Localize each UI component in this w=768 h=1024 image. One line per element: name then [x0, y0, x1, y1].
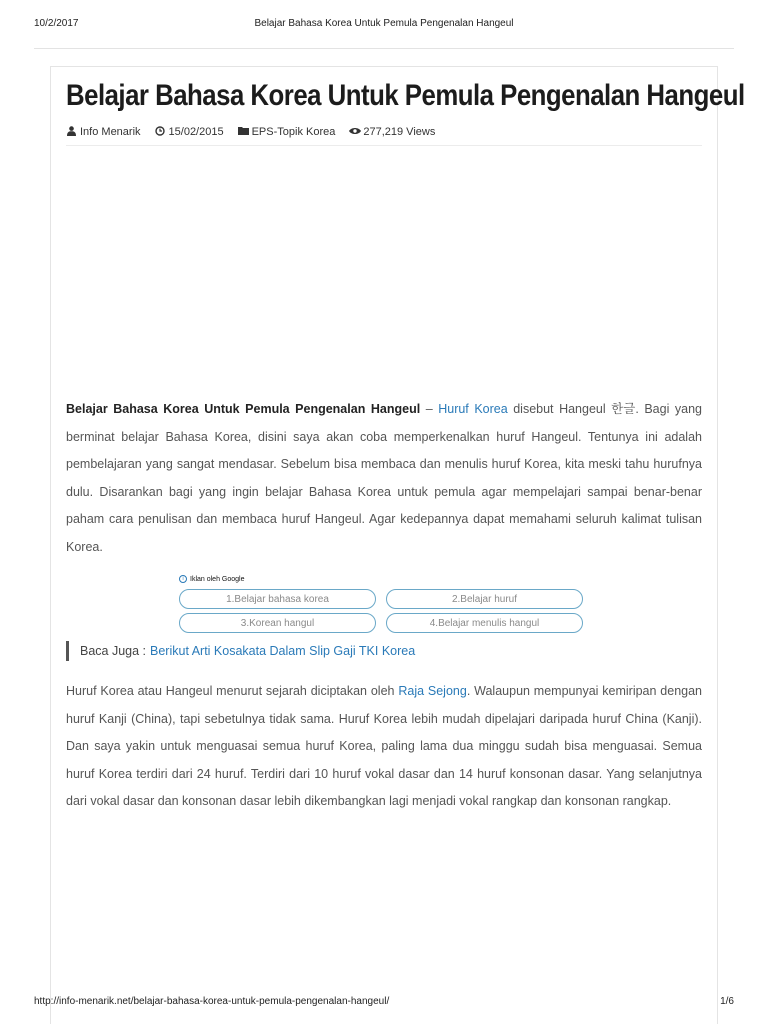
print-url: http://info-menarik.net/belajar-bahasa-korea-untuk-pemula-pengenalan-hangeul/: [34, 996, 390, 1007]
meta-views-label: 277,219 Views: [363, 126, 436, 138]
print-date: 10/2/2017: [34, 18, 79, 29]
ad-label-text: Iklan oleh Google: [190, 575, 245, 583]
ad-link-button[interactable]: 2.Belajar huruf: [386, 589, 583, 609]
intro-dash: –: [420, 402, 439, 416]
baca-juga-label: Baca Juga :: [80, 644, 147, 658]
info-icon[interactable]: i: [179, 575, 187, 583]
history-paragraph: [66, 678, 702, 816]
intro-paragraph: [66, 396, 702, 561]
meta-author[interactable]: [66, 126, 141, 139]
meta-views: [349, 126, 435, 138]
header-divider: [34, 48, 734, 49]
baca-juga-block: [66, 641, 702, 661]
intro-text: disebut Hangeul 한글. Bagi yang berminat belajar Bahasa Korea, disini saya akan coba memperkenalkan huruf Hangeul. Tentunya ini adalah pembelajaran yang sangat mendasar. Sebelum bisa membaca dan menulis huruf Korea, kita meski tahu hurufnya dulu. Disarankan bagi yang ingin belajar Bahasa Korea untuk pemula agar mempelajari sampai benar-benar paham cara penulisan dan membaca huruf Hangeul. Agar kedepannya dapat memahami seluruh kalimat tulisan Korea.: [66, 402, 702, 554]
ad-link-button[interactable]: 3.Korean hangul: [179, 613, 376, 633]
raja-sejong-link[interactable]: Raja Sejong: [398, 684, 467, 698]
huruf-korea-link[interactable]: Huruf Korea: [438, 402, 508, 416]
ad-label: [179, 573, 589, 585]
ad-link-button[interactable]: 1.Belajar bahasa korea: [179, 589, 376, 609]
meta-author-label: Info Menarik: [80, 126, 141, 138]
meta-date-label: 15/02/2015: [168, 126, 224, 138]
meta-category-label: EPS-Topik Korea: [251, 126, 336, 138]
user-icon: [66, 126, 76, 139]
post-meta: [66, 123, 702, 146]
history-text: . Walaupun mempunyai kemiripan dengan huruf Kanji (China), tapi sebetulnya tidak sama. Huruf Korea lebih mudah dipelajari daripada huruf China (Kanji). Dan saya yakin untuk menguasai semua huruf Korea, paling lama dua minggu sudah bisa menguasai. Semua huruf Korea terdiri dari 24 huruf. Terdiri dari 10 huruf vokal dasar dan 14 huruf konsonan dasar. Yang selanjutnya dari vokal dasar dan konsonan dasar lebih dikembangkan lagi menjadi vokal rangkap dan konsonan rangkap.: [66, 684, 703, 808]
history-text-start: Huruf Korea atau Hangeul menurut sejarah diciptakan oleh: [66, 684, 399, 698]
ad-placeholder: [66, 157, 702, 387]
intro-bold-title: Belajar Bahasa Korea Untuk Pemula Pengenalan Hangeul: [66, 402, 421, 416]
folder-icon: [238, 126, 248, 138]
print-header: [34, 18, 734, 32]
clock-icon: [155, 126, 165, 139]
eye-icon: [349, 127, 359, 138]
print-footer: [34, 996, 734, 1010]
baca-juga-link[interactable]: Berikut Arti Kosakata Dalam Slip Gaji TKI Korea: [150, 644, 416, 658]
meta-category[interactable]: [238, 126, 336, 138]
ad-link-button[interactable]: 4.Belajar menulis hangul: [386, 613, 583, 633]
print-title: Belajar Bahasa Korea Untuk Pemula Pengenalan Hangeul: [254, 18, 514, 29]
meta-date: [155, 126, 224, 139]
ad-links: [179, 573, 589, 633]
page-number: 1/6: [720, 996, 734, 1007]
post-title: Belajar Bahasa Korea Untuk Pemula Pengenalan Hangeul: [66, 79, 745, 112]
